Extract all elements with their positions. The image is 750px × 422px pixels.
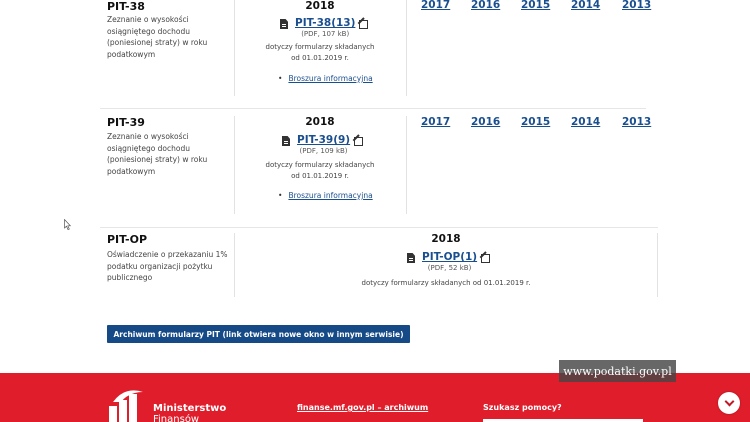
row-separator [100,227,658,228]
url-banner: www.podatki.gov.pl [559,360,676,382]
archive-forms-button[interactable]: Archiwum formularzy PIT (link otwiera nowe okno w innym serwisie) [107,325,410,343]
file-meta: (PDF, 109 kB) [299,147,348,155]
year-link-2017[interactable]: 2017 [421,0,451,11]
archive-site-link[interactable]: finanse.mf.gov.pl – archiwum [297,403,429,412]
form-name: PIT-OP [107,233,148,246]
year-link-2016[interactable]: 2016 [471,116,501,128]
year-link-2017[interactable]: 2017 [421,116,451,128]
mouse-cursor-icon [64,219,71,230]
year-link-2016[interactable]: 2016 [471,0,501,11]
pdf-file-icon [280,19,289,29]
column-divider [657,233,658,297]
column-divider [234,0,235,96]
form-description: Oświadczenie o przekazaniu 1% podatku organizacji pożytku publicznego [107,250,228,283]
file-download [407,251,491,272]
logo-text-line1: Ministerstwo [153,403,227,414]
form-name: PIT-39 [107,116,145,129]
year-link-2014[interactable]: 2014 [571,116,601,128]
form-name: PIT-38 [107,0,145,13]
row-separator [100,108,646,109]
form-description: Zeznanie o wysokości osiągniętego dochodu (poniesionej straty) w roku podatkowym [107,132,208,176]
column-divider [406,116,407,214]
help-heading: Szukasz pomocy? [483,403,562,412]
year-link-2013[interactable]: 2013 [622,0,652,11]
logo-text-line2: Finansów [153,414,200,422]
year-link-2013[interactable]: 2013 [622,116,652,128]
ministry-logo-icon[interactable] [107,390,145,422]
file-download-link[interactable]: PIT-39(9) [297,134,351,146]
pdf-file-icon [407,253,416,263]
current-year: 2018 [431,233,461,245]
year-link-2014[interactable]: 2014 [571,0,601,11]
edit-form-icon[interactable] [481,252,491,262]
column-divider [234,116,235,214]
applies-note: dotyczy formularzy składanych od 01.01.2019 r. [265,43,375,62]
current-year: 2018 [305,116,335,128]
scroll-down-button[interactable] [718,392,740,414]
file-meta: (PDF, 107 kB) [301,30,350,38]
form-description: Zeznanie o wysokości osiągniętego dochodu (poniesionej straty) w roku podatkowym [107,15,208,59]
column-divider [406,0,407,96]
file-download [282,134,364,155]
pdf-file-icon [282,136,291,146]
brochure-link[interactable]: • Broszura informacyjna [278,191,373,200]
year-link-2015[interactable]: 2015 [521,0,551,11]
edit-form-icon[interactable] [354,135,364,145]
file-download-link[interactable]: PIT-38(13) [295,17,356,29]
applies-note: dotyczy formularzy składanych od 01.01.2019 r. [361,279,531,287]
file-download-link[interactable]: PIT-OP(1) [422,251,478,263]
column-divider [234,233,235,297]
brochure-link[interactable]: • Broszura informacyjna [278,74,373,83]
current-year: 2018 [305,0,335,12]
file-download [280,17,369,38]
edit-form-icon[interactable] [359,18,369,28]
year-link-2015[interactable]: 2015 [521,116,551,128]
applies-note: dotyczy formularzy składanych od 01.01.2019 r. [265,161,375,180]
file-meta: (PDF, 52 kB) [427,264,472,272]
